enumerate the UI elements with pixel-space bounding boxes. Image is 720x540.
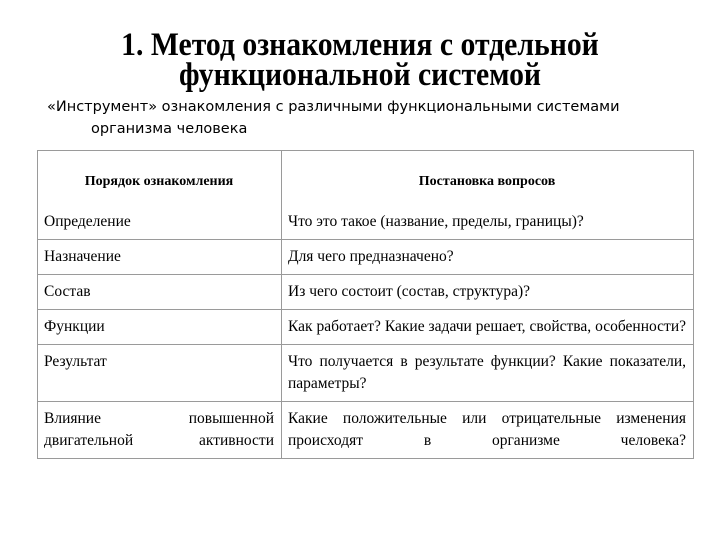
page-title-line-1: 1. Метод ознакомления с отдельной	[121, 27, 599, 63]
question-text: Из чего состоит (состав, структура)?	[282, 275, 694, 310]
table-row	[38, 275, 694, 310]
step-label: Определение	[44, 213, 131, 230]
step-label: Функции	[38, 310, 282, 345]
subtitle-line-1: «Инструмент» ознакомления с различными функциональными системами	[47, 99, 620, 115]
page-title	[36, 27, 684, 93]
step-label: Назначение	[38, 240, 282, 275]
question-text: Что получается в результате функции? Какие показатели, параметры?	[282, 345, 694, 402]
table-row	[38, 151, 694, 240]
page-title-line-2: функциональной системой	[178, 57, 542, 93]
step-label: Состав	[38, 275, 282, 310]
step-label: Влияние повышенной двигательной активности	[38, 402, 282, 459]
table-row	[38, 240, 694, 275]
subtitle-line-2: организма человека	[91, 121, 248, 137]
question-text: Какие положительные или отрицательные изменения происходят в организме человека?	[282, 402, 694, 459]
table-row	[38, 310, 694, 345]
table-cell-question	[282, 151, 694, 240]
method-table	[37, 150, 694, 459]
question-text: Как работает? Какие задачи решает, свойства, особенности?	[282, 310, 694, 345]
question-text: Что это такое (название, пределы, границы)?	[288, 213, 584, 230]
question-text: Для чего предназначено?	[282, 240, 694, 275]
column-header-question: Постановка вопросов	[418, 174, 556, 189]
table-row	[38, 402, 694, 459]
column-header-step: Порядок ознакомления	[84, 174, 234, 189]
subtitle	[47, 96, 687, 140]
table-cell-step	[38, 151, 282, 240]
step-label: Результат	[38, 345, 282, 402]
table-row	[38, 345, 694, 402]
